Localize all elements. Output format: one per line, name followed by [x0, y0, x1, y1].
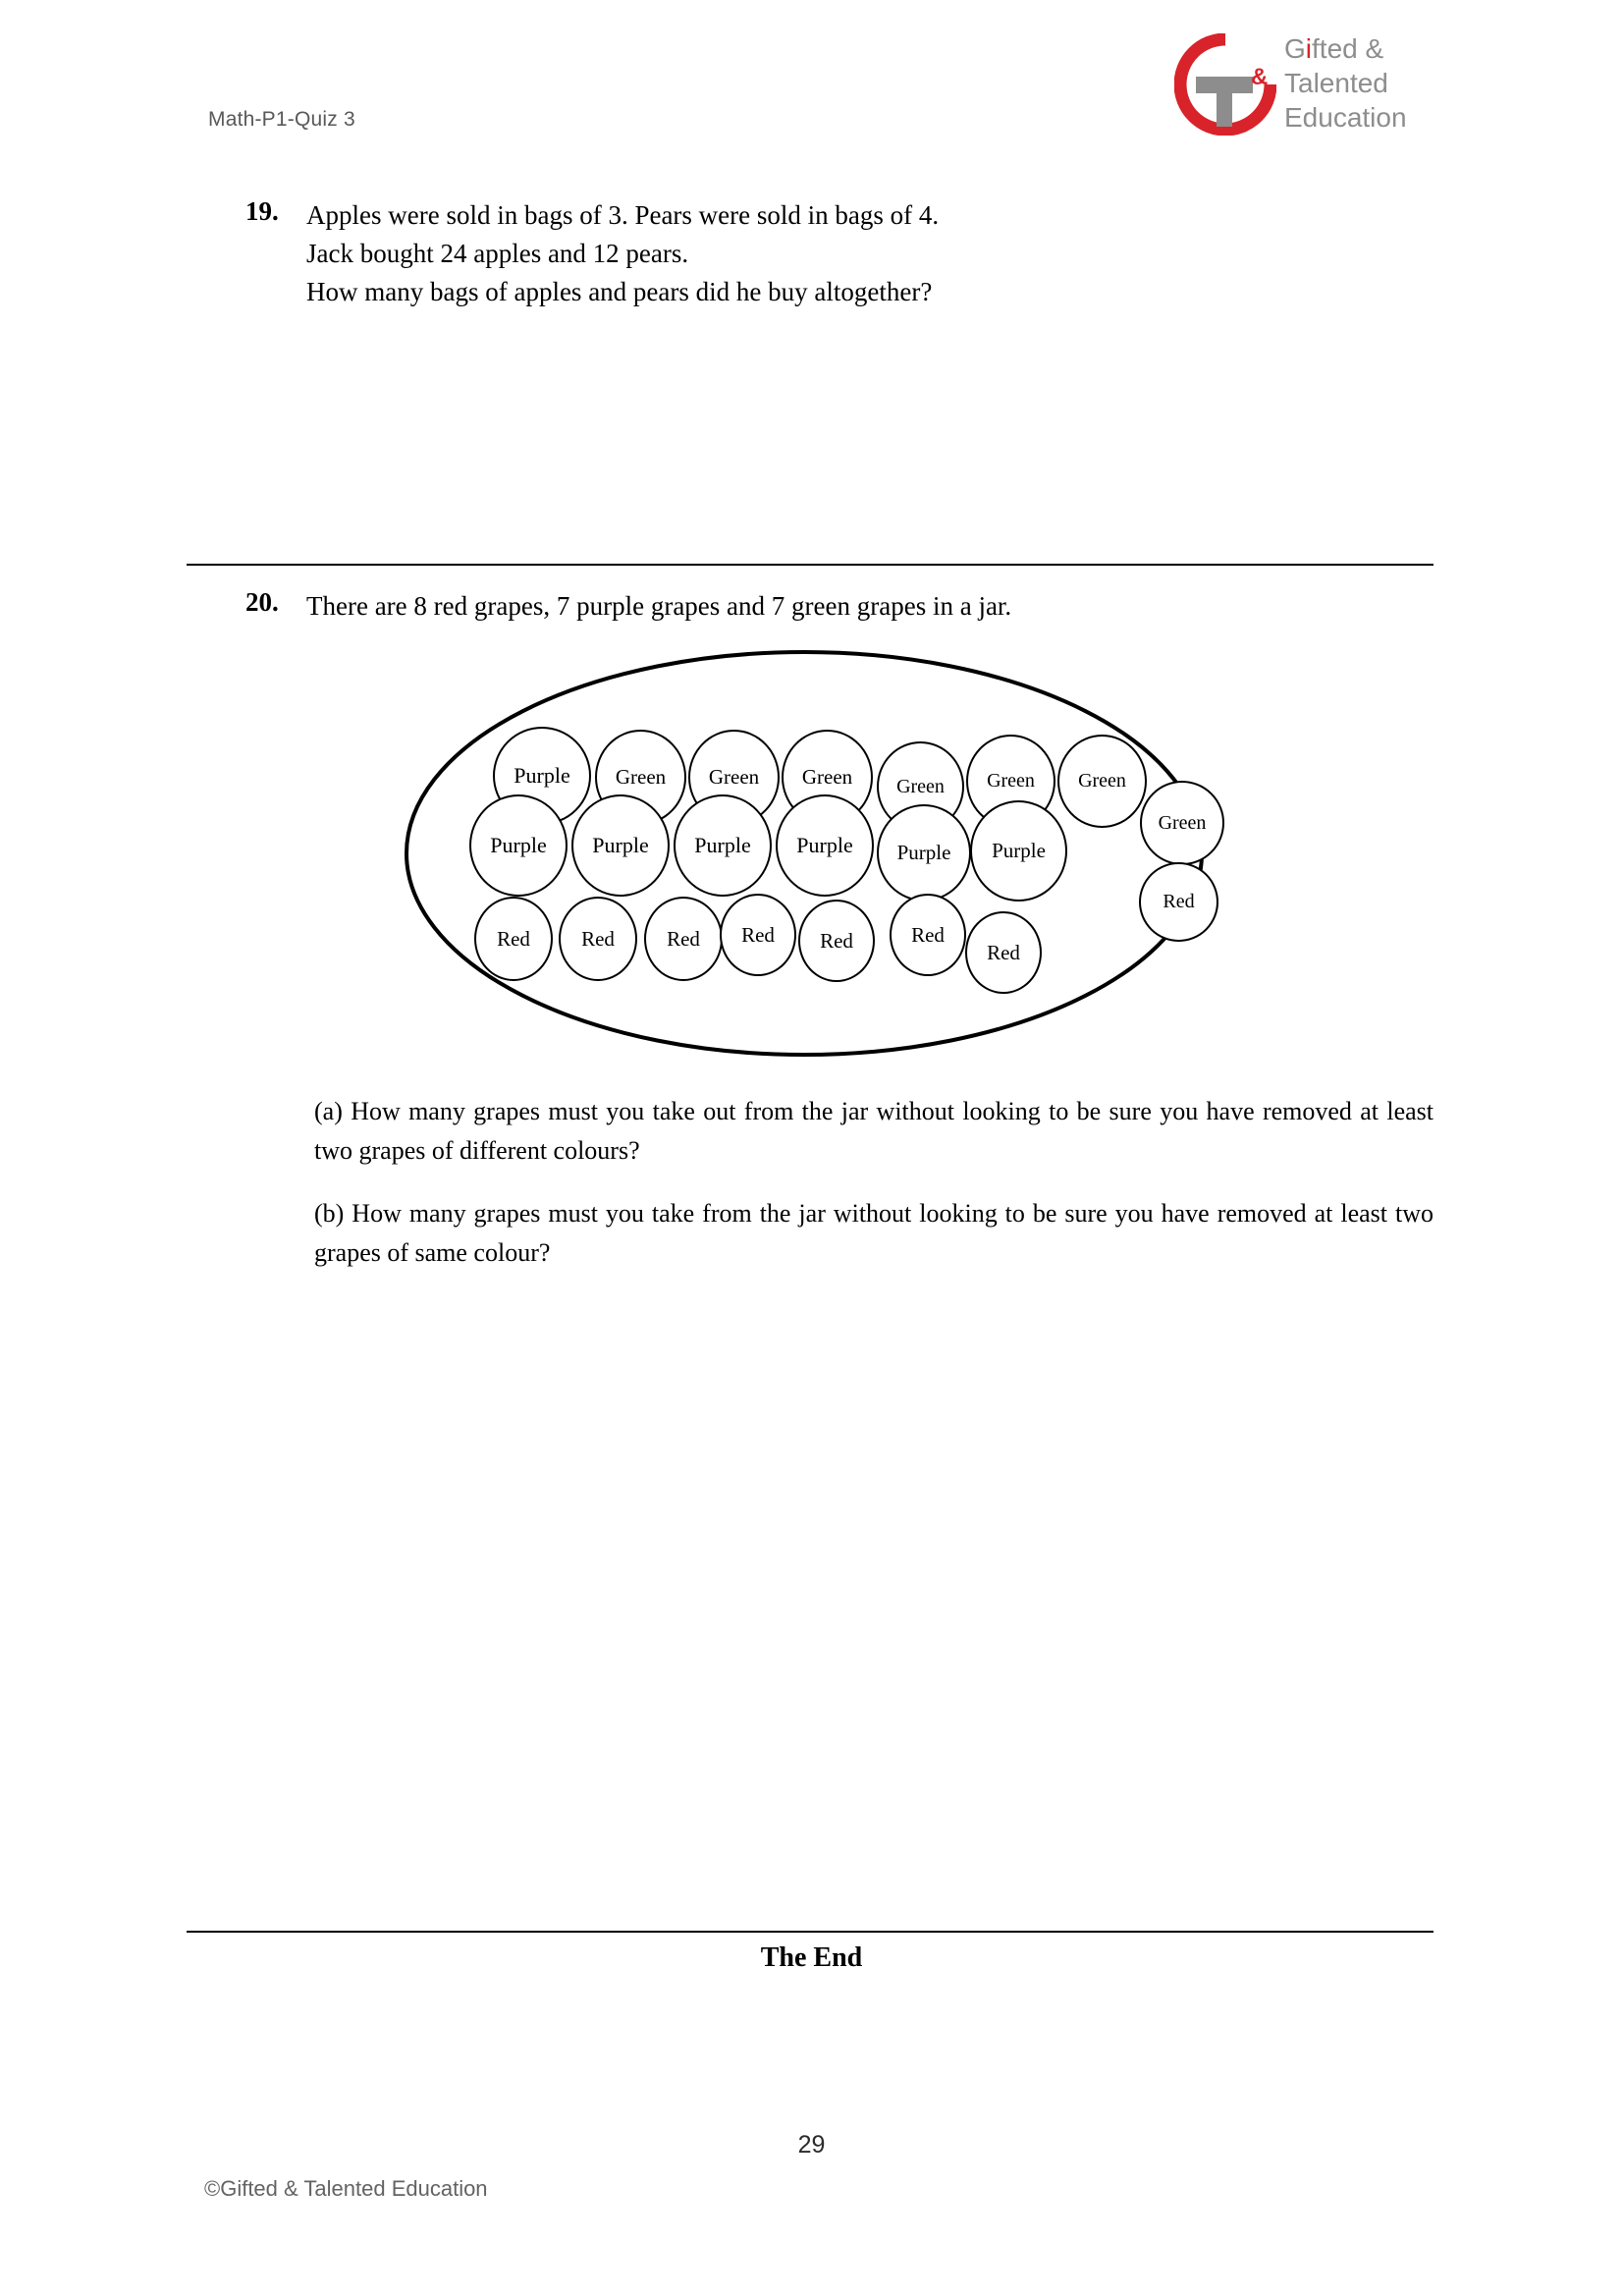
- grape-circle-green: Green: [782, 730, 873, 825]
- question-20-part-b: (b) How many grapes must you take from the jar without looking to be sure you have removed at least two grapes of same colour?: [314, 1199, 1434, 1267]
- question-19-line-3: How many bags of apples and pears did he buy altogether?: [306, 277, 933, 306]
- question-19-line-2: Jack bought 24 apples and 12 pears.: [306, 239, 689, 268]
- copyright-notice: ©Gifted & Talented Education: [204, 2176, 488, 2201]
- grape-circle-red: Red: [559, 897, 637, 981]
- grape-circle-green: Green: [688, 730, 780, 825]
- question-20: [245, 587, 1424, 626]
- question-20-text: There are 8 red grapes, 7 purple grapes and 7 green grapes in a jar.: [306, 591, 1012, 621]
- grape-circle-green: Green: [1140, 781, 1224, 865]
- question-20-number: 20.: [245, 587, 279, 617]
- logo-line-1: Gifted &: [1284, 33, 1384, 64]
- grape-circle-green: Green: [1057, 735, 1147, 828]
- grape-circle-green: Green: [966, 735, 1055, 828]
- question-19-text: [306, 196, 939, 311]
- grape-circle-purple: Purple: [877, 804, 971, 902]
- logo-wordmark: [1284, 31, 1407, 135]
- the-end-label: The End: [760, 1942, 863, 1973]
- grape-circle-green: Green: [877, 741, 964, 832]
- grape-circle-red: Red: [890, 894, 966, 976]
- grape-circle-purple: Purple: [571, 794, 670, 897]
- grape-circle-green: Green: [595, 730, 686, 825]
- grape-circle-red: Red: [644, 897, 723, 981]
- grape-circle-purple: Purple: [970, 800, 1067, 902]
- svg-text:&: &: [1251, 64, 1269, 90]
- document-header-label: Math-P1-Quiz 3: [208, 108, 355, 131]
- grape-circle-red: Red: [1139, 862, 1218, 942]
- grape-circle-purple: Purple: [674, 794, 772, 897]
- grape-circle-red: Red: [720, 894, 796, 976]
- grape-circle-red: Red: [474, 897, 553, 981]
- page-number: 29: [797, 2131, 826, 2159]
- gifted-talented-logo: [1174, 31, 1434, 137]
- question-19: [245, 196, 1424, 311]
- question-20-part-a: (a) How many grapes must you take out from the jar without looking to be sure you have removed at least two grapes of different colours?: [314, 1097, 1434, 1165]
- section-divider: [187, 564, 1434, 566]
- logo-line-3: Education: [1284, 102, 1407, 133]
- grape-circle-purple: Purple: [469, 794, 568, 897]
- question-19-line-1: Apples were sold in bags of 3. Pears were sold in bags of 4.: [306, 200, 940, 230]
- grape-circle-purple: Purple: [776, 794, 874, 897]
- logo-mark-icon: [1174, 33, 1276, 136]
- logo-red-i: i: [1305, 33, 1313, 64]
- grape-jar-diagram: [403, 648, 1206, 1059]
- grape-circle-red: Red: [798, 900, 875, 982]
- logo-line-2: Talented: [1284, 68, 1388, 98]
- grape-circle-purple: Purple: [493, 727, 591, 825]
- question-19-number: 19.: [245, 196, 279, 226]
- grape-circle-red: Red: [965, 911, 1042, 994]
- end-divider: [187, 1931, 1434, 1933]
